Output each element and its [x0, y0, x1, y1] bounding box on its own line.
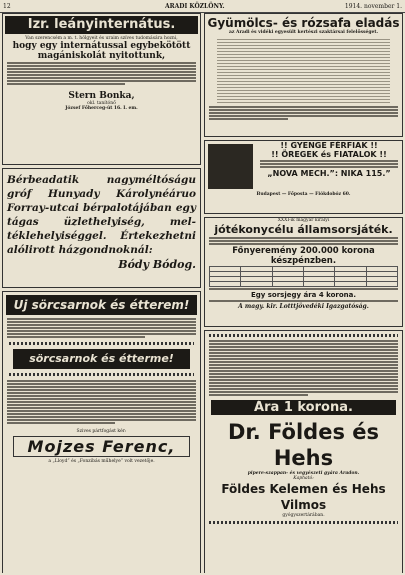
ad-berbeadatik	[2, 168, 201, 288]
ad-portrait-image	[208, 144, 253, 189]
ad-price: Egy sorsjegy ára 4 korona.	[250, 291, 357, 299]
prize-table	[209, 266, 398, 287]
ad-line: magániskolát nyitottunk,	[37, 51, 166, 61]
ad-address: József Főherceg-út 16. I. em.	[65, 106, 138, 111]
ad-leanyinternatus	[2, 13, 201, 165]
ad-footer-name: Földes Kelemen és Hehs Vilmos	[221, 482, 386, 512]
ad-footer-sub: gyógyszertárában.	[282, 513, 325, 518]
ad-sorsjatek	[204, 217, 403, 327]
page-header	[0, 0, 405, 13]
paper-title: ARADI KÖZLÖNY.	[165, 3, 225, 10]
ad-title: Gyümölcs- és rózsafa eladás	[207, 16, 400, 30]
ad-gyumolcsfa	[204, 13, 403, 137]
left-column	[2, 13, 201, 573]
ad-title: !! GYENGE FÉRFIAK !!	[280, 141, 378, 150]
ad-line: hogy egy internátussal egybekötött	[12, 41, 191, 51]
ad-text: Bérbeadatik nagyméltóságu gróf Hunyady Károlynéáruo Forray-utcai bérpalotájában egy tágas üzlethelyiség, mel-téklehelyiséggel. Értekezhetni alólirott házgondnoknál:	[7, 174, 196, 256]
issue-date: 1914. november 1.	[344, 3, 402, 10]
ad-subtitle: sörcsarnok és étterme!	[13, 349, 190, 369]
ad-company-name: Dr. Földes és Hehs	[227, 420, 380, 470]
ad-title: jótékonycélu államsorsjáték.	[214, 223, 393, 236]
ad-pre: XXXI-ik magyar királyi	[277, 218, 330, 223]
ad-title: Izr. leányinternátus.	[5, 16, 198, 34]
ad-footer-label: Kapható:	[293, 476, 314, 481]
ad-sorcsarnok	[2, 291, 201, 573]
ad-line: Van szerencsém a m. t. hölgyeit és uraim szíves tudomására hozni,	[25, 36, 178, 41]
ad-footer-sub: a „Lloyd” és „Fonzibás műhelye” volt vezetője.	[48, 459, 155, 464]
tree-illustration	[217, 38, 390, 103]
ad-line: !! ÖREGEK és FIATALOK !!	[271, 150, 387, 159]
ad-gyenge-ferfiak	[204, 140, 403, 214]
ad-footer-label: Szives pártfogást kér:	[76, 429, 127, 434]
ad-title: Uj sörcsarnok és étterem!	[6, 295, 197, 315]
ad-footer-name: Mojzes Ferenc,	[13, 436, 190, 457]
ad-signer-sub: okl. tanítónő	[87, 101, 116, 106]
ad-signer: Stern Bonka,	[68, 91, 135, 101]
ad-product: „NOVA MECH.”: NIKA 115.”	[267, 169, 391, 178]
ad-price-banner: Ára 1 korona.	[211, 400, 396, 415]
ad-foldes-hehs	[204, 330, 403, 573]
ad-company-sub: pipere-szappan- és vegyészeti gyára Aradon.	[247, 471, 360, 476]
page-number: 12	[3, 3, 11, 10]
ad-signer: Bódy Bódog.	[118, 258, 196, 271]
ad-subtitle: az Aradi és vidéki egyesült kertészi szaktársai felelősséget.	[228, 30, 379, 35]
ad-main-prize: Főnyeremény 200.000 korona készpénzben.	[232, 246, 375, 266]
ad-footer: A magy. kir. Lotttjövedéki Igazgatóság.	[238, 303, 369, 310]
right-column	[204, 13, 403, 573]
ad-footer: Budapest — Főposta — Fiókdobóz 60.	[256, 192, 351, 197]
